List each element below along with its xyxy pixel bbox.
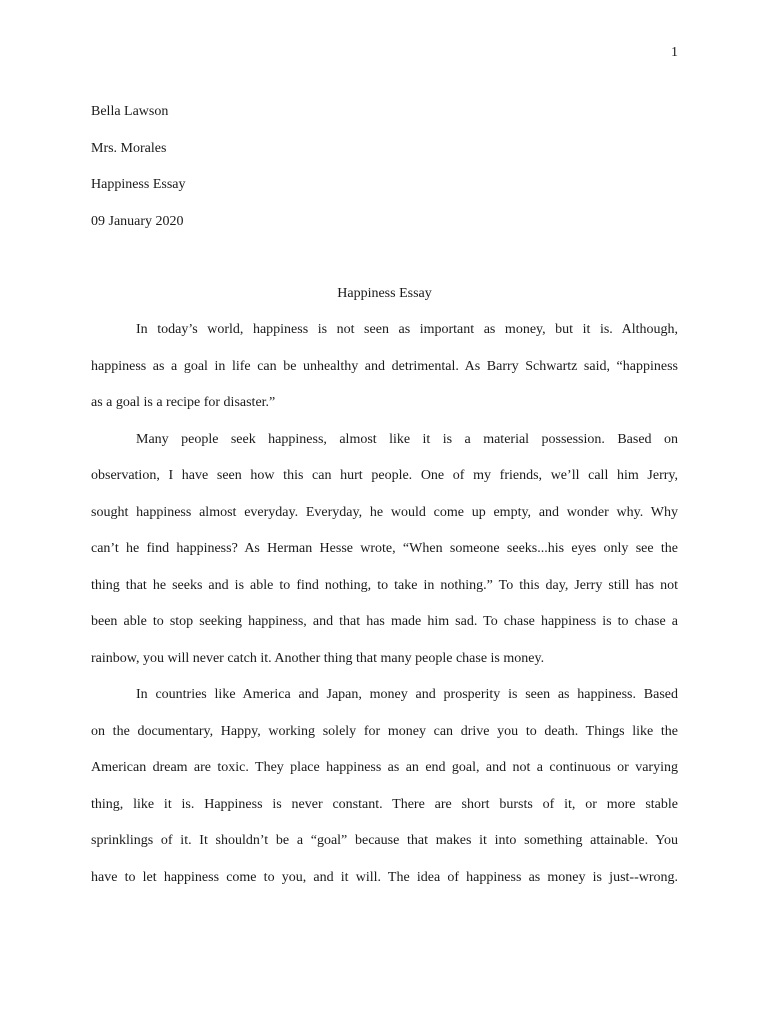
student-name: Bella Lawson: [91, 104, 169, 119]
paragraph-line: American dream are toxic. They place happiness as an end goal, and not a continuous or varying: [91, 760, 678, 775]
essay-title: Happiness Essay: [337, 286, 432, 301]
paragraph-line: as a goal is a recipe for disaster.”: [91, 395, 276, 410]
paragraph-line: have to let happiness come to you, and it will. The idea of happiness as money is just--wrong.: [91, 869, 678, 885]
paragraph-line: on the documentary, Happy, working solely for money can drive you to death. Things like the: [91, 723, 678, 739]
mla-header: [91, 94, 681, 240]
paragraph-line: sought happiness almost everyday. Everyday, he would come up empty, and wonder why. Why: [91, 504, 678, 520]
paragraph-line: Many people seek happiness, almost like it is a material possession. Based on: [136, 431, 678, 447]
paragraph-line: sprinklings of it. It shouldn’t be a “goal” because that makes it into something attainable. You: [91, 833, 678, 848]
essay-body: [91, 312, 678, 896]
paragraph-1: [91, 312, 678, 422]
paragraph-line: thing, like it is. Happiness is never constant. There are short bursts of it, or more stable: [91, 796, 678, 812]
paragraph-line: can’t he find happiness? As Herman Hesse wrote, “When someone seeks...his eyes only see the: [91, 541, 678, 556]
paragraph-line: In today’s world, happiness is not seen as important as money, but it is. Although,: [136, 322, 678, 337]
essay-date: 09 January 2020: [91, 213, 184, 229]
paragraph-line: observation, I have seen how this can hurt people. One of my friends, we’ll call him Jerry,: [91, 468, 678, 483]
page-number: 1: [671, 45, 678, 60]
paragraph-line: been able to stop seeking happiness, and that has made him sad. To chase happiness is to chase a: [91, 614, 678, 629]
paragraph-line: rainbow, you will never catch it. Another thing that many people chase is money.: [91, 650, 545, 666]
paragraph-3: [91, 677, 678, 896]
paragraph-line: happiness as a goal in life can be unhealthy and detrimental. As Barry Schwartz said, “happiness: [91, 358, 678, 374]
course-name: Happiness Essay: [91, 177, 186, 192]
teacher-name: Mrs. Morales: [91, 140, 167, 156]
paragraph-line: thing that he seeks and is able to find nothing, to take in nothing.” To this day, Jerry still has not: [91, 577, 678, 593]
paragraph-line: In countries like America and Japan, money and prosperity is seen as happiness. Based: [136, 687, 678, 702]
paragraph-2: [91, 422, 678, 678]
